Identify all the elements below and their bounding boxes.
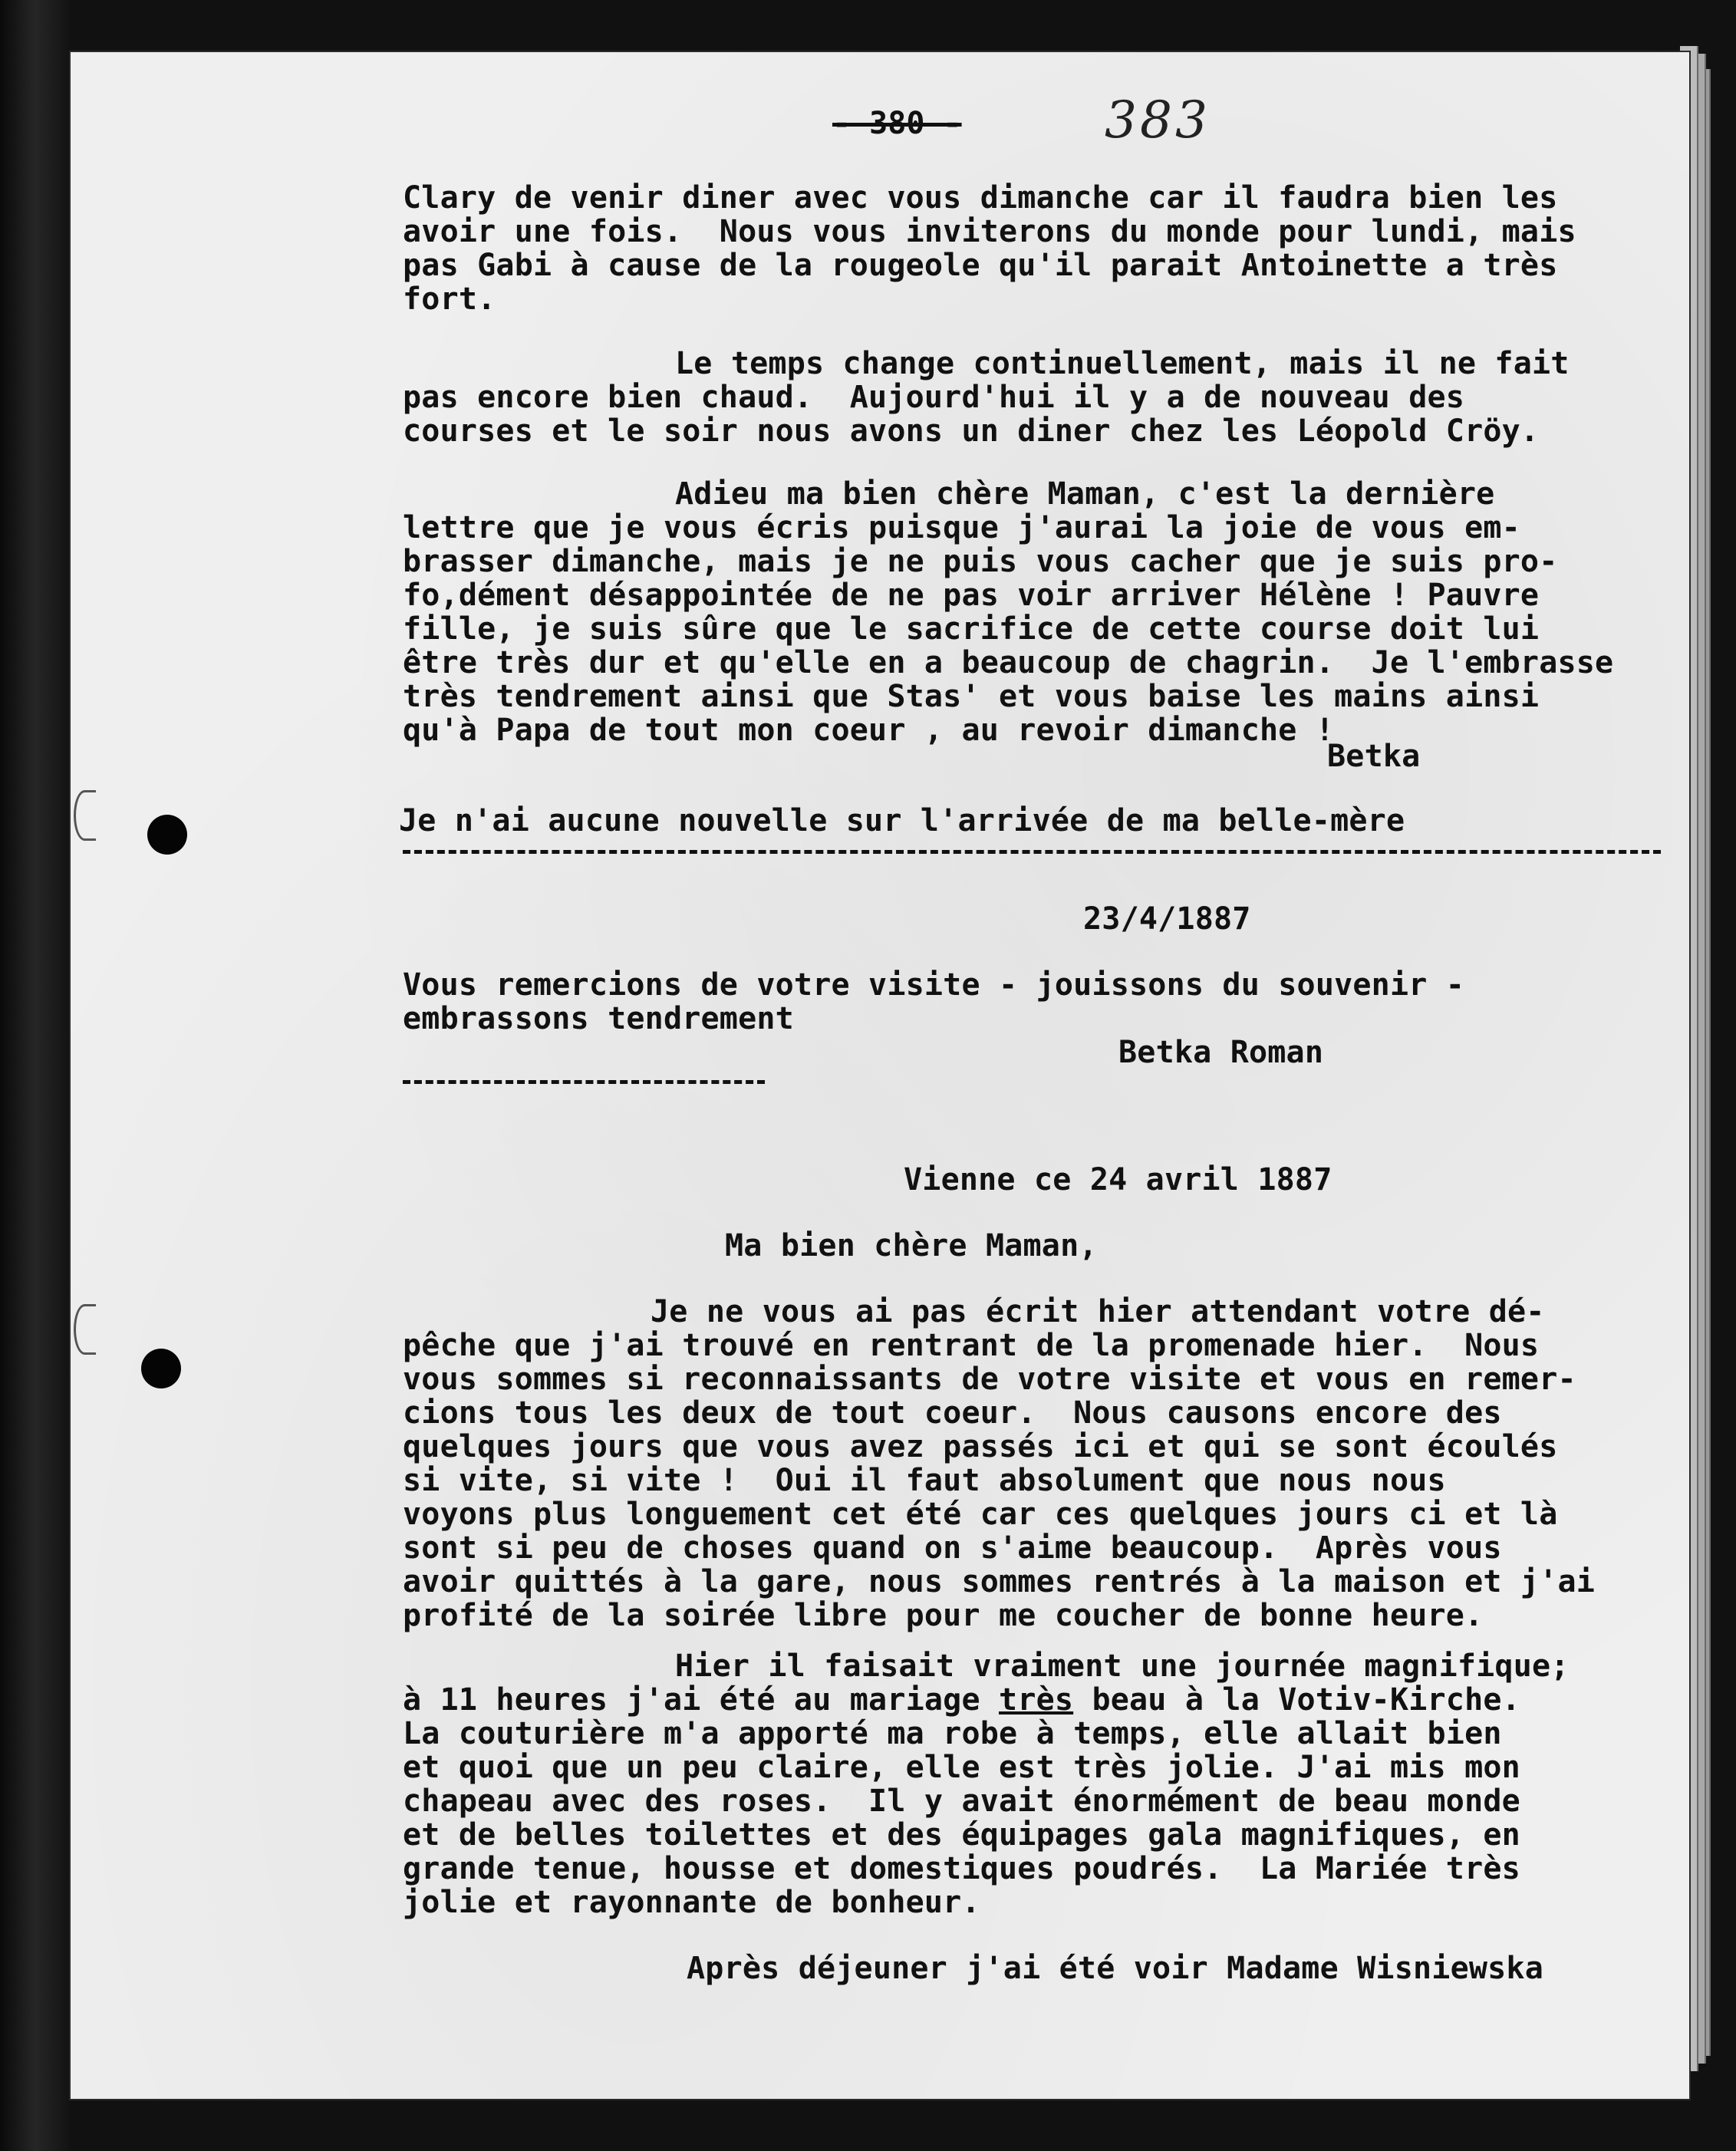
letter-1-line: Adieu ma bien chère Maman, c'est la dernière [675, 476, 1495, 512]
letter-2-line: et quoi que un peu claire, elle est très jolie. J'ai mis mon [403, 1750, 1520, 1785]
letter-2-line: Je ne vous ai pas écrit hier attendant votre dé- [651, 1294, 1545, 1329]
underlined-word: très [999, 1682, 1074, 1718]
letter-2-line: sont si peu de choses quand on s'aime beaucoup. Après vous [403, 1530, 1502, 1566]
letter-2-line: vous sommes si reconnaissants de votre visite et vous en remer- [403, 1362, 1576, 1397]
letter-1-line: très tendrement ainsi que Stas' et vous baise les mains ainsi [403, 679, 1540, 714]
letter-1-line: Clary de venir diner avec vous dimanche car il faudra bien les [403, 180, 1558, 216]
letter-2-line: pêche que j'ai trouvé en rentrant de la promenade hier. Nous [403, 1328, 1540, 1363]
punch-hole [147, 815, 187, 855]
letter-2-line [403, 1683, 1520, 1717]
letter-2-line: avoir quittés à la gare, nous sommes rentrés à la maison et j'ai [403, 1564, 1596, 1599]
section-divider [403, 1080, 765, 1084]
letter-1-line: lettre que je vous écris puisque j'aurai la joie de vous em- [403, 510, 1520, 545]
typed-page-number: - 380 - [832, 106, 962, 141]
letter-1-signature: Betka [1327, 739, 1421, 774]
letter-2-line: La couturière m'a apporté ma robe à temps, elle allait bien [403, 1716, 1502, 1751]
binder-edge [0, 0, 71, 2151]
letter-1-line: Le temps change continuellement, mais il ne fait [675, 346, 1570, 381]
letter-2-text: beau à la Votiv-Kirche. [1073, 1682, 1520, 1718]
letter-1-postscript: Je n'ai aucune nouvelle sur l'arrivée de ma belle-mère [399, 803, 1405, 838]
letter-1-line: fo,dément désappointée de ne pas voir arriver Hélène ! Pauvre [403, 578, 1540, 613]
letter-2-text: à 11 heures j'ai été au mariage [403, 1682, 1000, 1718]
letter-2-line: si vite, si vite ! Oui il faut absolument que nous nous [403, 1463, 1446, 1498]
section-divider [403, 850, 1661, 854]
letter-2-salutation: Ma bien chère Maman, [725, 1228, 1098, 1263]
telegram-line: embrassons tendrement [403, 1001, 794, 1036]
handwritten-page-number: 383 [1105, 91, 1211, 150]
letter-2-line: voyons plus longuement cet été car ces quelques jours ci et là [403, 1497, 1558, 1532]
telegram-line: Vous remercions de votre visite - jouissons du souvenir - [403, 967, 1465, 1003]
punch-hole [141, 1349, 181, 1388]
letter-2-place-date: Vienne ce 24 avril 1887 [904, 1162, 1332, 1197]
telegram-signature: Betka Roman [1118, 1035, 1324, 1070]
letter-2-line: chapeau avec des roses. Il y avait énormément de beau monde [403, 1784, 1520, 1819]
letter-2-line: quelques jours que vous avez passés ici et qui se sont écoulés [403, 1429, 1558, 1464]
letter-2-line: Hier il faisait vraiment une journée magnifique; [675, 1649, 1570, 1684]
letter-1-line: courses et le soir nous avons un diner chez les Léopold Cröy. [403, 413, 1540, 449]
telegram-date: 23/4/1887 [1083, 901, 1251, 937]
binder-ring-mark [74, 790, 96, 841]
letter-2-line: cions tous les deux de tout coeur. Nous causons encore des [403, 1395, 1502, 1431]
letter-2-line: et de belles toilettes et des équipages gala magnifiques, en [403, 1817, 1520, 1853]
letter-1-line: avoir une fois. Nous vous inviterons du monde pour lundi, mais [403, 214, 1576, 249]
binder-ring-mark [74, 1304, 96, 1355]
letter-1-line: fort. [403, 282, 496, 317]
letter-1-line: brasser dimanche, mais je ne puis vous cacher que je suis pro- [403, 544, 1558, 579]
letter-1-line: être très dur et qu'elle en a beaucoup de chagrin. Je l'embrasse [403, 645, 1614, 680]
letter-2-line: profité de la soirée libre pour me coucher de bonne heure. [403, 1598, 1484, 1633]
letter-1-line: pas encore bien chaud. Aujourd'hui il y a de nouveau des [403, 380, 1465, 415]
letter-1-line: fille, je suis sûre que le sacrifice de cette course doit lui [403, 611, 1540, 647]
letter-2-line: grande tenue, housse et domestiques poudrés. La Mariée très [403, 1851, 1520, 1886]
letter-1-line: qu'à Papa de tout mon coeur , au revoir dimanche ! [403, 713, 1335, 748]
letter-1-line: pas Gabi à cause de la rougeole qu'il parait Antoinette a très [403, 248, 1558, 283]
letter-2-line: Après déjeuner j'ai été voir Madame Wisniewska [687, 1951, 1543, 1986]
letter-2-line: jolie et rayonnante de bonheur. [403, 1885, 980, 1920]
